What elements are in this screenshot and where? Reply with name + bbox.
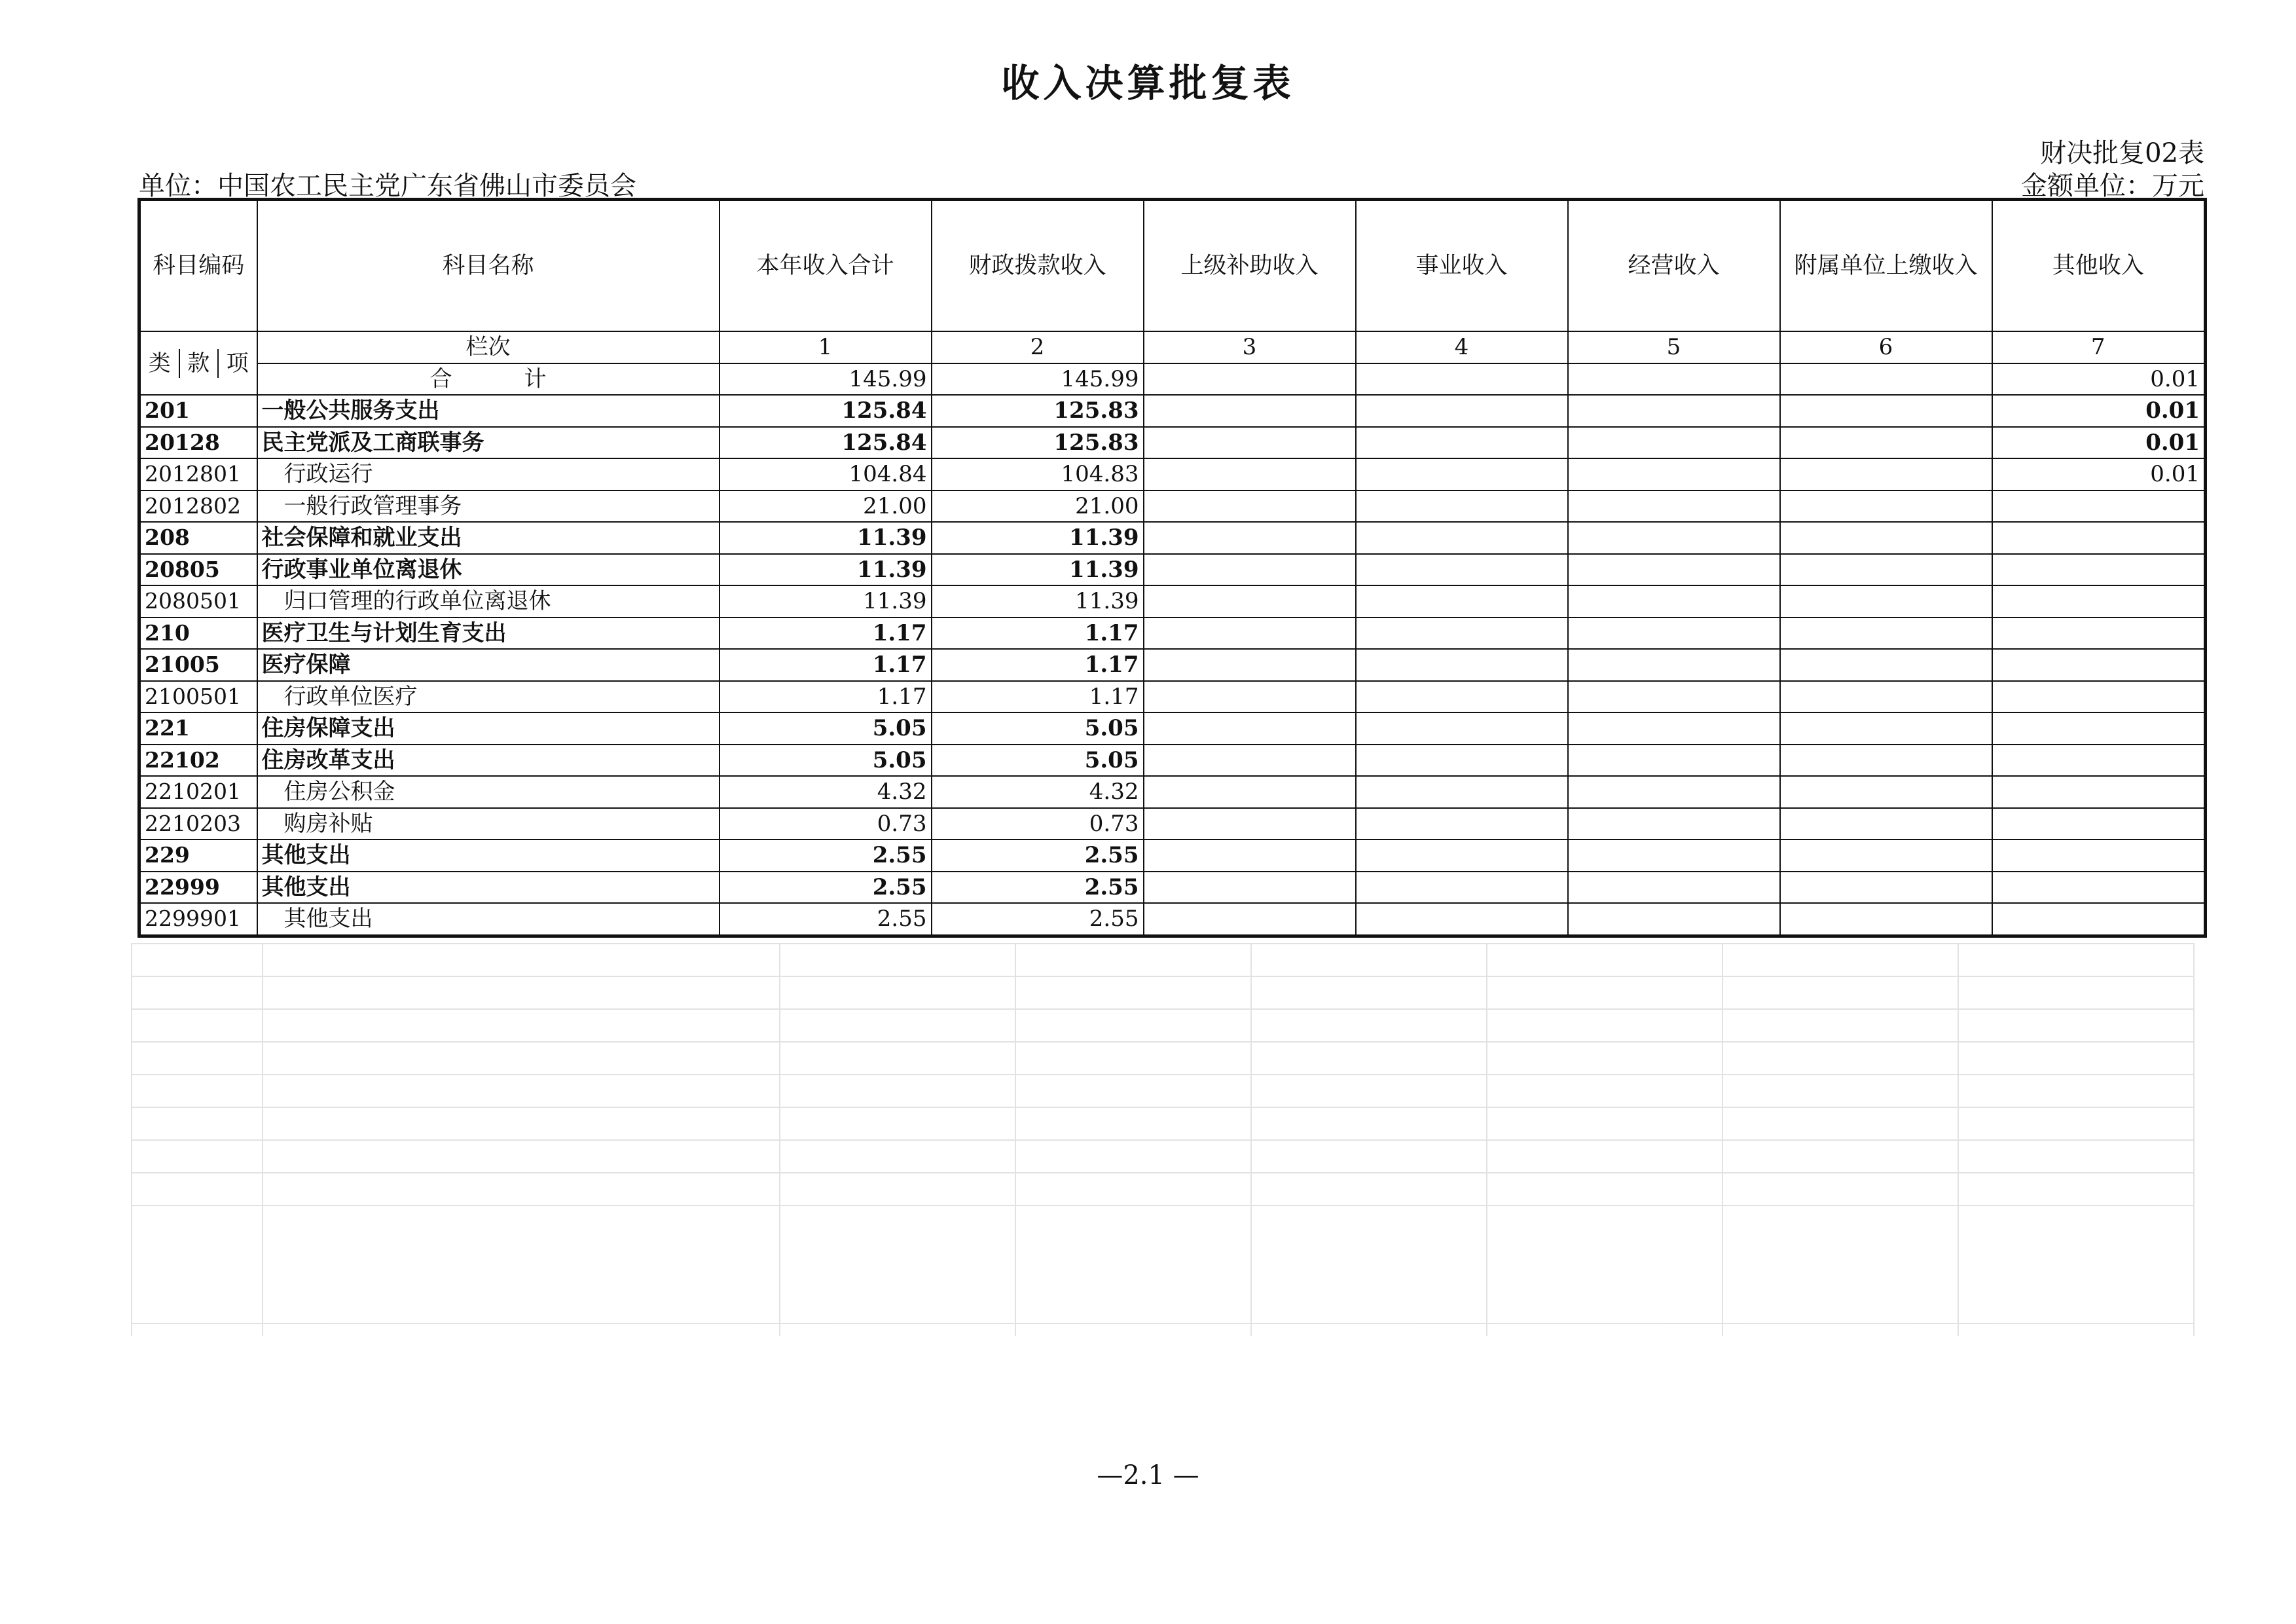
row-code: 208 [139,522,257,554]
table-row [139,427,2206,459]
row-fiscal: 104.83 [932,458,1144,490]
row-business [1356,554,1568,586]
row-total: 2.55 [720,872,932,904]
row-operating [1568,808,1780,840]
row-code: 210 [139,618,257,650]
header-name: 科目名称 [257,200,720,332]
row-other [1992,872,2206,904]
row-code: 2012801 [139,458,257,490]
row-code: 22102 [139,745,257,777]
header-affiliated: 附属单位上缴收入 [1780,200,1992,332]
row-subsidy [1144,395,1356,427]
table-row [139,712,2206,745]
row-fiscal: 125.83 [932,427,1144,459]
table-row [139,585,2206,618]
row-subsidy [1144,840,1356,872]
row-total: 2.55 [720,840,932,872]
row-name: 住房保障支出 [257,712,720,745]
table-row [139,776,2206,808]
header-total: 本年收入合计 [720,200,932,332]
table-row [139,903,2206,936]
row-operating [1568,490,1780,523]
row-business [1356,745,1568,777]
page-title: 收入决算批复表 [1001,61,1295,105]
row-operating [1568,649,1780,681]
row-code: 2080501 [139,585,257,618]
row-fiscal: 125.83 [932,395,1144,427]
row-name: 其他支出 [257,903,720,936]
row-code: 221 [139,712,257,745]
row-operating [1568,554,1780,586]
row-affiliated [1780,745,1992,777]
row-business [1356,522,1568,554]
row-name: 其他支出 [257,840,720,872]
total-other: 0.01 [1992,363,2206,396]
row-business [1356,872,1568,904]
row-other [1992,903,2206,936]
table-row [139,618,2206,650]
table-row [139,522,2206,554]
row-code: 21005 [139,649,257,681]
row-other [1992,745,2206,777]
row-other [1992,649,2206,681]
row-business [1356,712,1568,745]
row-subsidy [1144,554,1356,586]
column-index-6: 6 [1780,331,1992,363]
header-other: 其他收入 [1992,200,2206,332]
page-number: —2.1 — [1097,1460,1199,1490]
row-total: 21.00 [720,490,932,523]
column-index-4: 4 [1356,331,1568,363]
sub-header-kuan: 款 [180,349,219,378]
row-name: 归口管理的行政单位离退休 [257,585,720,618]
row-affiliated [1780,585,1992,618]
row-code: 2299901 [139,903,257,936]
money-unit: 金额单位：万元 [2021,171,2204,201]
row-operating [1568,395,1780,427]
total-label: 合计 [257,363,720,396]
row-total: 11.39 [720,554,932,586]
row-other: 0.01 [1992,427,2206,459]
row-total: 0.73 [720,808,932,840]
row-total: 125.84 [720,395,932,427]
row-other [1992,618,2206,650]
row-subsidy [1144,522,1356,554]
row-name: 一般行政管理事务 [257,490,720,523]
row-other [1992,522,2206,554]
row-subsidy [1144,745,1356,777]
row-business [1356,395,1568,427]
total-total: 145.99 [720,363,932,396]
column-index-3: 3 [1144,331,1356,363]
sub-header-xiang: 项 [226,350,249,377]
row-operating [1568,903,1780,936]
row-business [1356,585,1568,618]
row-total: 1.17 [720,649,932,681]
sub-header-lei: 类 [141,349,180,378]
row-name: 医疗保障 [257,649,720,681]
table-row [139,458,2206,490]
column-index-label: 栏次 [257,331,720,363]
row-operating [1568,681,1780,713]
form-number: 财决批复02表 [2040,138,2204,168]
row-business [1356,840,1568,872]
column-index-2: 2 [932,331,1144,363]
row-operating [1568,776,1780,808]
row-code: 229 [139,840,257,872]
row-code: 2012802 [139,490,257,523]
row-fiscal: 1.17 [932,649,1144,681]
row-business [1356,808,1568,840]
row-operating [1568,522,1780,554]
row-other: 0.01 [1992,395,2206,427]
total-affiliated [1780,363,1992,396]
row-fiscal: 2.55 [932,840,1144,872]
row-total: 2.55 [720,903,932,936]
row-total: 11.39 [720,585,932,618]
row-code: 20128 [139,427,257,459]
row-code: 2210201 [139,776,257,808]
row-business [1356,649,1568,681]
row-other [1992,681,2206,713]
row-subsidy [1144,712,1356,745]
table-row [139,490,2206,523]
row-business [1356,490,1568,523]
row-total: 5.05 [720,745,932,777]
row-operating [1568,427,1780,459]
row-subsidy [1144,681,1356,713]
row-fiscal: 1.17 [932,681,1144,713]
row-business [1356,618,1568,650]
row-business [1356,681,1568,713]
row-fiscal: 5.05 [932,712,1144,745]
row-other [1992,585,2206,618]
row-other [1992,840,2206,872]
table-row [139,649,2206,681]
header-business: 事业收入 [1356,200,1568,332]
row-fiscal: 11.39 [932,585,1144,618]
row-fiscal: 1.17 [932,618,1144,650]
row-affiliated [1780,618,1992,650]
header-subsidy: 上级补助收入 [1144,200,1356,332]
row-business [1356,903,1568,936]
row-fiscal: 0.73 [932,808,1144,840]
row-subsidy [1144,649,1356,681]
row-affiliated [1780,903,1992,936]
row-total: 11.39 [720,522,932,554]
row-operating [1568,585,1780,618]
row-code: 22999 [139,872,257,904]
row-affiliated [1780,522,1992,554]
row-affiliated [1780,808,1992,840]
row-other: 0.01 [1992,458,2206,490]
row-affiliated [1780,490,1992,523]
row-subsidy [1144,872,1356,904]
row-name: 行政单位医疗 [257,681,720,713]
row-fiscal: 5.05 [932,745,1144,777]
row-affiliated [1780,712,1992,745]
row-code: 20805 [139,554,257,586]
row-fiscal: 21.00 [932,490,1144,523]
header-operating: 经营收入 [1568,200,1780,332]
table-row [139,554,2206,586]
row-name: 住房改革支出 [257,745,720,777]
row-affiliated [1780,395,1992,427]
row-affiliated [1780,840,1992,872]
total-operating [1568,363,1780,396]
row-name: 民主党派及工商联事务 [257,427,720,459]
total-subsidy [1144,363,1356,396]
row-other [1992,808,2206,840]
row-total: 1.17 [720,681,932,713]
total-fiscal: 145.99 [932,363,1144,396]
row-affiliated [1780,554,1992,586]
row-subsidy [1144,776,1356,808]
row-subsidy [1144,458,1356,490]
table-row [139,872,2206,904]
row-name: 行政事业单位离退休 [257,554,720,586]
row-other [1992,490,2206,523]
table-row [139,745,2206,777]
header-row [139,200,2206,332]
row-total: 104.84 [720,458,932,490]
row-total: 4.32 [720,776,932,808]
column-index-5: 5 [1568,331,1780,363]
row-subsidy [1144,585,1356,618]
unit-label: 单位：中国农工民主党广东省佛山市委员会 [139,171,636,201]
row-total: 125.84 [720,427,932,459]
row-name: 一般公共服务支出 [257,395,720,427]
row-name: 社会保障和就业支出 [257,522,720,554]
row-operating [1568,840,1780,872]
total-business [1356,363,1568,396]
row-name: 住房公积金 [257,776,720,808]
row-operating [1568,712,1780,745]
row-name: 行政运行 [257,458,720,490]
table-row [139,681,2206,713]
column-index-1: 1 [720,331,932,363]
row-subsidy [1144,618,1356,650]
row-name: 购房补贴 [257,808,720,840]
bleed-through-ghost [131,943,2193,1336]
row-name: 医疗卫生与计划生育支出 [257,618,720,650]
table-row [139,395,2206,427]
income-approval-table [137,198,2207,938]
column-index-7: 7 [1992,331,2206,363]
row-total: 5.05 [720,712,932,745]
row-business [1356,427,1568,459]
sub-header-cell [139,331,257,395]
row-code: 2100501 [139,681,257,713]
header-code: 科目编码 [139,200,257,332]
row-total: 1.17 [720,618,932,650]
row-subsidy [1144,427,1356,459]
row-fiscal: 11.39 [932,554,1144,586]
row-other [1992,776,2206,808]
column-index-row [139,331,2206,363]
row-affiliated [1780,427,1992,459]
row-affiliated [1780,776,1992,808]
row-code: 201 [139,395,257,427]
header-fiscal: 财政拨款收入 [932,200,1144,332]
row-fiscal: 11.39 [932,522,1144,554]
row-subsidy [1144,903,1356,936]
row-operating [1568,745,1780,777]
row-code: 2210203 [139,808,257,840]
row-business [1356,458,1568,490]
row-fiscal: 2.55 [932,903,1144,936]
row-affiliated [1780,872,1992,904]
row-subsidy [1144,808,1356,840]
row-business [1356,776,1568,808]
table-row [139,808,2206,840]
row-operating [1568,458,1780,490]
row-fiscal: 2.55 [932,872,1144,904]
row-fiscal: 4.32 [932,776,1144,808]
row-operating [1568,872,1780,904]
row-subsidy [1144,490,1356,523]
row-affiliated [1780,681,1992,713]
table-row [139,840,2206,872]
total-row [139,363,2206,396]
row-affiliated [1780,649,1992,681]
row-affiliated [1780,458,1992,490]
row-name: 其他支出 [257,872,720,904]
row-operating [1568,618,1780,650]
row-other [1992,712,2206,745]
row-other [1992,554,2206,586]
